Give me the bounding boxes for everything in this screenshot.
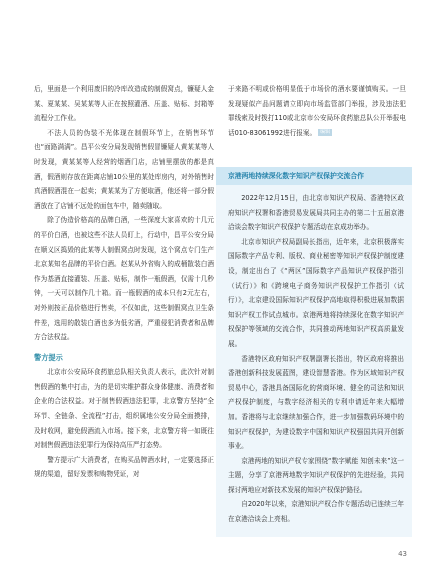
box-paragraph-3: 香港特区政府知识产权署副署长指出，特区政府将推出香港创新科技发展蓝图，建设智慧香港。作为区域知识产权贸易中心，香港具备国际化的营商环境、健全的司法和知识产权保护制度，与数字经济相关的专利申请近年来大幅增加。香港将与北京继续加强合作，进一步加强数码环境中的知识产权保护，为建设数字中国和知识产权强国共同开创新事业。 bbox=[228, 354, 404, 451]
box-paragraph-2: 北京市知识产权局副局长指出，近年来，北京积极落实国际数字产品专利、版权、商业秘密等知识产权保护制度建设，制定出台了《“两区”国际数字产品知识产权保护指引（试行）》和《跨境电子商务知识产权保护工作指引（试行）》，北京建设国际知识产权保护高地取得积极进展加数据知识产权工作试点城市。京港两地将持续深化在数字知识产权保护等领域的交流合作，共同推动两地知识产权高质量发展。 bbox=[228, 237, 404, 348]
left-column bbox=[34, 82, 214, 482]
right-paragraph-1-text: 于来路不明或价格明显低于市场价的酒水要谨慎购买。一旦发现疑似产品问题请立即向市场监管部门举报，涉及违法犯罪线索及时拨打110或北京市公安局环食药旅总队公开举报电话010-83061992进行报案。 bbox=[228, 85, 406, 137]
page-number: 43 bbox=[398, 550, 407, 558]
left-paragraph-4: 北京市公安局环食药旅总队相关负责人表示，此次针对制售假酒的集中打击，为的是切实维护群众身体健康、消费者和企业的合法权益。对于制售假酒违法犯罪，北京警方坚持“全环节、全链条、全流程”打击，组织属地公安分局全面摸排，及时收网，避免假酒流入市场。接下来，北京警方将一如既往对制售假酒违法犯罪行为保持高压严打态势。 bbox=[34, 368, 214, 450]
right-column-top bbox=[228, 82, 406, 140]
box-paragraph-4: 京港两地的知识产权专家围绕“数字赋能 知创未来”这一主题，分享了京港两地数字知识产权保护的先进经验，共同探讨两地应对新技术发展的知识产权保护路径。 bbox=[228, 456, 404, 494]
left-paragraph-1: 后，里面是一个利用废旧的冷库改造成的制假窝点，镰疑人金某、夏某某、吴某某等人正在按照灌酒、压盖、贴标、封箱等流程分工作业。 bbox=[34, 85, 214, 123]
box-paragraph-5: 自2020年以来，京港知识产权合作专题活动已连续三年在京港洽谈会上亮相。 bbox=[228, 500, 404, 524]
right-paragraph-1 bbox=[228, 82, 406, 140]
police-tips-heading: 警方提示 bbox=[34, 352, 63, 362]
left-paragraph-5: 警方提示广大消费者，在购买品牌酒水时，一定要选择正规的渠道，留好发票和购物凭证，对 bbox=[34, 455, 214, 479]
box-title: 京港两地持续深化数字知识产权保护交流合作 bbox=[216, 167, 412, 185]
left-paragraph-3: 除了伪造价格高的品牌白酒，一些深度大家喜欢的十几元的平价白酒，也被这些不法人员盯上，行动中，昌平公安分局在顺义区捣毁的此某等人制假窝点时发现，这个窝点专门生产北京某知名品牌的平价白酒。赵某从外省购入的成桶散装白酒作为基酒直接灌装、压盖、贴标，制作一瓶假酒，仅需十几秒钟，一天可以制作几十箱。而一瓶假酒的成本只有2元左右，对外则按正品价格进行售卖，不仅如此，这些制假窝点卫生条件差，选用的散装白酒也多为低劣酒，严重侵犯消费者和品牌方合法权益。 bbox=[34, 216, 214, 342]
left-paragraph-2: 不法人员的伪装不光体现在制假环节上，在销售环节也“面路满满”。昌平公安分局发现销售假冒镰疑人黄某某等人时发现，黄某某等人经营的烟酒门店，店铺里摆放的都是真酒，假酒则存放在距离店铺10公里的某处库房内，对外销售时真酒假酒混在一起卖；黄某某为了方便取酒，他还将一部分假酒放在了店铺不远处的面包车中，随卖随取。 bbox=[34, 128, 214, 210]
sidebar-news-box bbox=[216, 167, 412, 537]
box-paragraph-1: 2022年12月15日，由北京市知识产权局、香港特区政府知识产权署和香港贸易发展局共同主办的第二十五届京港洽谈会数字知识产权保护专题活动在京成功举办。 bbox=[228, 194, 404, 232]
editor-tag: 编辑 bbox=[320, 129, 331, 136]
box-body bbox=[228, 191, 404, 527]
